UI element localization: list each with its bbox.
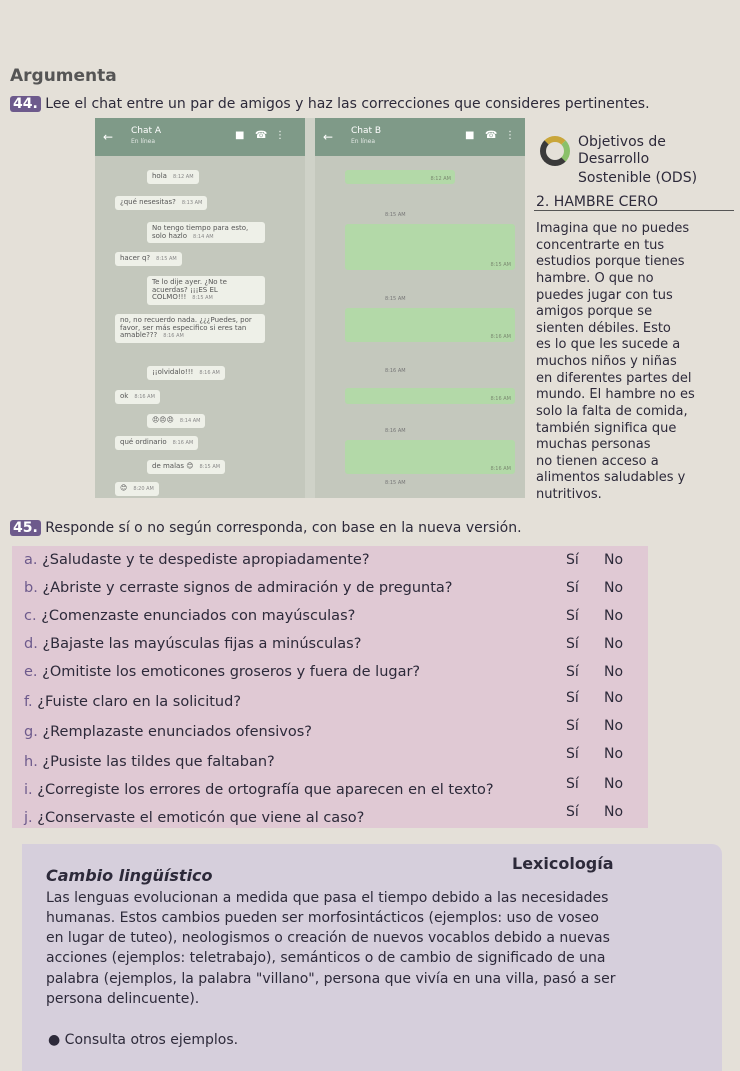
- chat-screenshots: [95, 118, 525, 498]
- ods-title: Objetivos de Desarrollo: [578, 134, 666, 167]
- question-row: b. ¿Abriste y cerraste signos de admiración y de pregunta?: [24, 580, 453, 596]
- question-row: h. ¿Pusiste las tildes que faltaban?: [24, 754, 275, 770]
- question-44-number: 44.: [10, 96, 41, 112]
- chat-a-message: ok 8:16 AM: [115, 390, 160, 404]
- answer-yes[interactable]: Sí: [566, 746, 579, 762]
- lexicologia-bullet: ● Consulta otros ejemplos.: [48, 1032, 239, 1048]
- chat-a-name: Chat A: [131, 126, 162, 136]
- answer-no[interactable]: No: [604, 580, 624, 596]
- chat-b-timestamp: 8:16 AM: [385, 428, 406, 434]
- chat-b-header: [315, 118, 525, 156]
- answer-yes[interactable]: Sí: [566, 664, 579, 680]
- answer-no[interactable]: No: [604, 690, 624, 706]
- chat-b-timestamp: 8:15 AM: [385, 480, 406, 486]
- question-row: j. ¿Conservaste el emoticón que viene al caso?: [24, 810, 365, 826]
- question-45-number: 45.: [10, 520, 41, 536]
- question-44-text: Lee el chat entre un par de amigos y haz las correcciones que consideres pertinentes.: [45, 96, 650, 112]
- answer-no[interactable]: No: [604, 636, 624, 652]
- chat-a-header: [95, 118, 305, 156]
- answer-yes[interactable]: Sí: [566, 776, 579, 792]
- phone-call-icon[interactable]: ☎: [485, 130, 498, 141]
- chat-b-empty-bubble[interactable]: 8:16 AM: [345, 388, 515, 404]
- lexicologia-body: Las lenguas evolucionan a medida que pasa el tiempo debido a las necesidades humanas. Estos cambios pueden ser morfosintácticos (ejemplos: uso de voseo en lugar de tuteo), neologismos o creación de nuevos vocablos debido a nuevas acciones (ejemplos: teletrabajo), semánticos o de cambio de significado de una palabra (ejemplos, la palabra "villano", persona que vivía en una villa, pasó a ser persona delincuente).: [46, 890, 616, 1007]
- back-arrow-icon[interactable]: ←: [323, 130, 334, 144]
- section-title: Argumenta: [10, 66, 117, 86]
- question-row: d. ¿Bajaste las mayúsculas fijas a minúsculas?: [24, 636, 362, 652]
- answer-no[interactable]: No: [604, 804, 624, 820]
- ods-divider: [534, 210, 734, 211]
- answer-yes[interactable]: Sí: [566, 804, 579, 820]
- answer-yes[interactable]: Sí: [566, 552, 579, 568]
- answer-yes[interactable]: Sí: [566, 580, 579, 596]
- chat-a-message: de malas 😊 8:15 AM: [147, 460, 225, 474]
- video-call-icon[interactable]: ■: [465, 130, 475, 141]
- ods-title-line3: Sostenible (ODS): [578, 170, 698, 186]
- chat-a-message: 😠😠😠 8:14 AM: [147, 414, 205, 428]
- question-44: [10, 96, 650, 112]
- question-row: f. ¿Fuiste claro en la solicitud?: [24, 694, 242, 710]
- question-row: c. ¿Comenzaste enunciados con mayúsculas?: [24, 608, 356, 624]
- lexicologia-box: [22, 844, 722, 1071]
- chat-b-empty-bubble[interactable]: 8:16 AM: [345, 440, 515, 474]
- video-call-icon[interactable]: ■: [235, 130, 245, 141]
- chat-b-timestamp: 8:15 AM: [385, 296, 406, 302]
- chat-a-message: no, no recuerdo nada. ¿¿¿Puedes, por favor, ser más especifico si eres tan amable??? 8:16 AM: [115, 314, 265, 343]
- answer-yes[interactable]: Sí: [566, 608, 579, 624]
- answer-no[interactable]: No: [604, 608, 624, 624]
- chat-a-message: qué ordinario 8:16 AM: [115, 436, 198, 450]
- chat-a-message: 😊 8:20 AM: [115, 482, 159, 496]
- chat-a-message: No tengo tiempo para esto, solo hazlo 8:14 AM: [147, 222, 265, 243]
- question-row: e. ¿Omitiste los emoticones groseros y fuera de lugar?: [24, 664, 421, 680]
- ods-body: Imagina que no puedes concentrarte en tus estudios porque tienes hambre. O que no puedes jugar con tus amigos porque se sienten débiles. Esto es lo que les sucede a muchos niños y niñas en diferentes partes del mundo. El hambre no es solo la falta de comida, también significa que muchas personas no tienen acceso a alimentos saludables y nutritivos.: [536, 221, 695, 502]
- question-row: i. ¿Corregiste los errores de ortografía que aparecen en el texto?: [24, 782, 494, 798]
- lexicologia-title: Cambio lingüístico: [46, 866, 213, 885]
- phone-call-icon[interactable]: ☎: [255, 130, 268, 141]
- ods-goal: 2. HAMBRE CERO: [536, 194, 658, 210]
- chat-b-phone: [315, 118, 525, 498]
- bullet-icon: ●: [48, 1032, 61, 1048]
- chat-a-message: Te lo dije ayer. ¿No te acuerdas? ¡¡¡ES EL COLMO!!! 8:15 AM: [147, 276, 265, 305]
- chat-a-message: hola 8:12 AM: [147, 170, 199, 184]
- answer-yes[interactable]: Sí: [566, 718, 579, 734]
- more-options-icon[interactable]: ⋮: [275, 130, 285, 141]
- chat-b-status: En línea: [351, 138, 376, 145]
- chat-b-empty-bubble[interactable]: 8:12 AM: [345, 170, 455, 184]
- chat-a-message: ¿qué nesesitas? 8:13 AM: [115, 196, 207, 210]
- chat-a-phone: [95, 118, 305, 498]
- chat-b-timestamp: 8:15 AM: [385, 212, 406, 218]
- back-arrow-icon[interactable]: ←: [103, 130, 114, 144]
- answer-no[interactable]: No: [604, 776, 624, 792]
- more-options-icon[interactable]: ⋮: [505, 130, 515, 141]
- question-row: g. ¿Remplazaste enunciados ofensivos?: [24, 724, 312, 740]
- chat-a-status: En línea: [131, 138, 156, 145]
- question-45: [10, 520, 522, 536]
- ods-logo-icon: [540, 136, 570, 166]
- chat-b-timestamp: 8:16 AM: [385, 368, 406, 374]
- answer-no[interactable]: No: [604, 552, 624, 568]
- question-row: a. ¿Saludaste y te despediste apropiadamente?: [24, 552, 370, 568]
- answer-yes[interactable]: Sí: [566, 690, 579, 706]
- lexicologia-tag: Lexicología: [512, 854, 614, 873]
- chat-b-empty-bubble[interactable]: 8:15 AM: [345, 224, 515, 270]
- chat-a-message: hacer q? 8:15 AM: [115, 252, 182, 266]
- answer-no[interactable]: No: [604, 664, 624, 680]
- chat-a-message: ¡¡olvidalo!!! 8:16 AM: [147, 366, 225, 380]
- answer-no[interactable]: No: [604, 718, 624, 734]
- question-45-text: Responde sí o no según corresponda, con base en la nueva versión.: [45, 520, 522, 536]
- chat-b-name: Chat B: [351, 126, 382, 136]
- answer-yes[interactable]: Sí: [566, 636, 579, 652]
- chat-b-empty-bubble[interactable]: 8:16 AM: [345, 308, 515, 342]
- answer-no[interactable]: No: [604, 746, 624, 762]
